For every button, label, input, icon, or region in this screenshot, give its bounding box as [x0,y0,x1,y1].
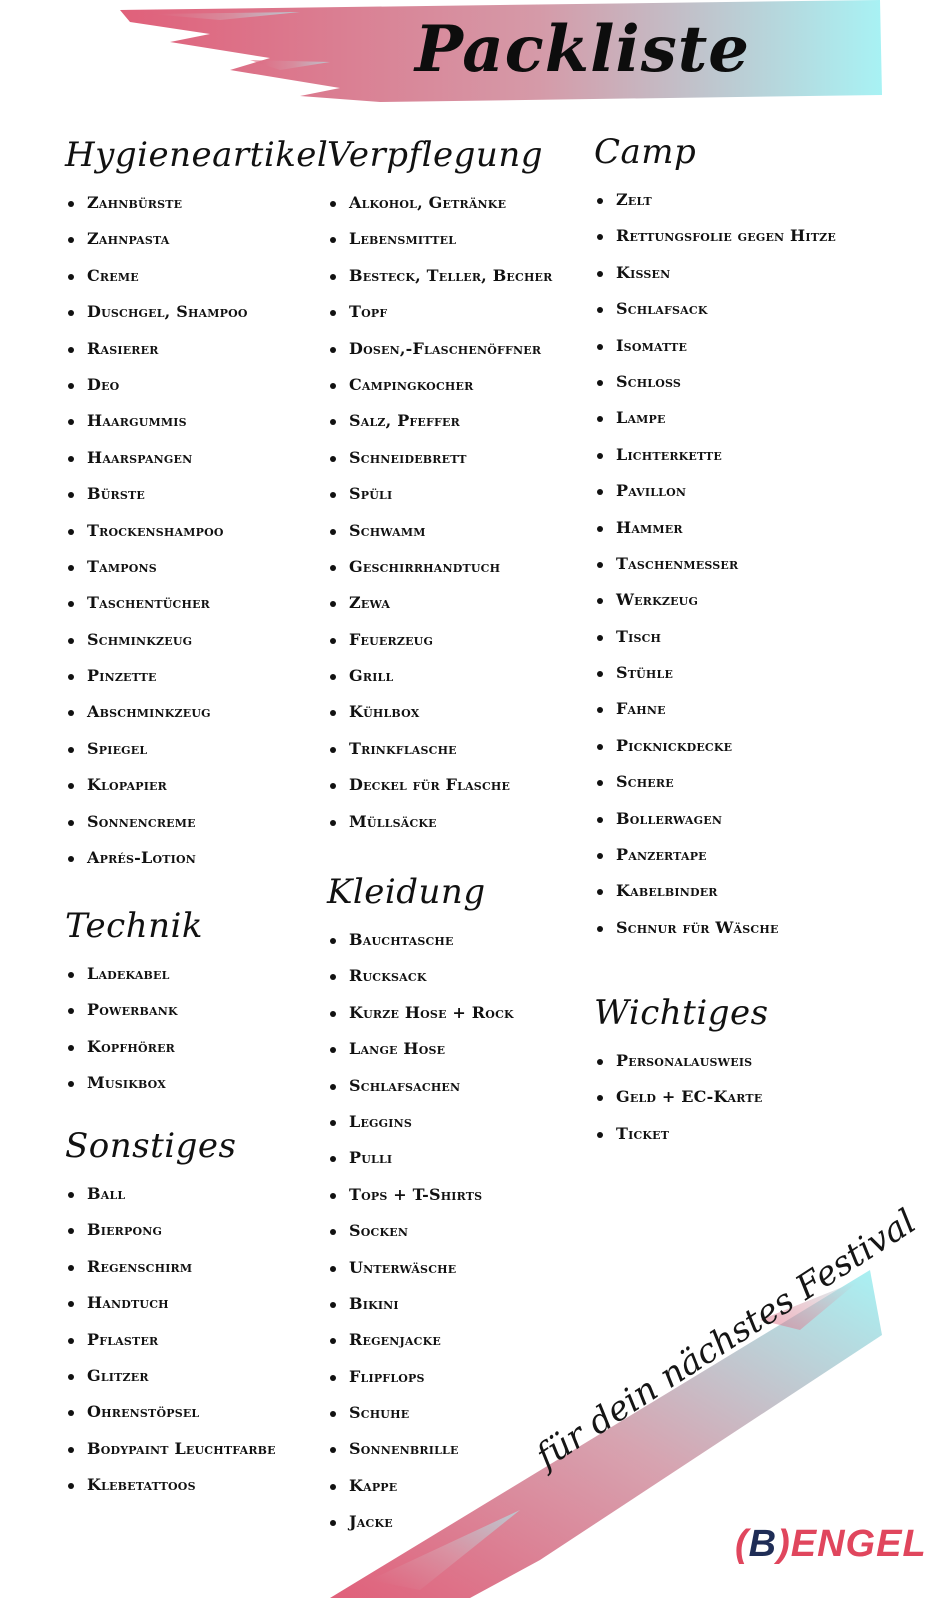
list-item: Abschminkzeug [65,694,328,730]
list-item: Spiegel [65,731,328,767]
list-item: Topf [327,294,553,330]
list-item: Deckel für Flasche [327,767,553,803]
logo-paren-close: ) [777,1523,791,1565]
list-item: Taschentücher [65,585,328,621]
list-item: Bikini [327,1286,514,1322]
list-item: Feuerzeug [327,622,553,658]
list-item: Schminkzeug [65,622,328,658]
list-item: Unterwäsche [327,1250,514,1286]
list-item: Ticket [594,1116,769,1152]
list-item: Tisch [594,619,836,655]
list-item: Schloss [594,364,836,400]
list-item: Pinzette [65,658,328,694]
list-item: Handtuch [65,1285,276,1321]
list-item: Fahne [594,691,836,727]
list-item: Aprés-Lotion [65,840,328,876]
section-hygieneartikel [65,135,328,876]
list-item: Campingkocher [327,367,553,403]
section-heading: Sonstiges [65,1126,237,1166]
section-heading: Hygieneartikel [65,135,329,175]
list-item: Flipflops [327,1359,514,1395]
list-item: Socken [327,1213,514,1249]
list-item: Besteck, Teller, Becher [327,258,553,294]
list-item: Werkzeug [594,582,836,618]
list-item: Kühlbox [327,694,553,730]
list-item: Alkohol, Getränke [327,185,553,221]
list-item: Trockenshampoo [65,513,328,549]
list-item: Picknickdecke [594,728,836,764]
list-item: Rettungsfolie gegen Hitze [594,218,836,254]
item-list [65,1176,276,1504]
list-item: Schuhe [327,1395,514,1431]
list-item: Lichterkette [594,437,836,473]
list-item: Zewa [327,585,553,621]
list-item: Schlafsack [594,291,836,327]
list-item: Geld + EC-Karte [594,1079,769,1115]
list-item: Zahnbürste [65,185,328,221]
list-item: Haarspangen [65,440,328,476]
list-item: Regenjacke [327,1322,514,1358]
item-list [327,922,514,1541]
logo-paren-open: ( [735,1523,749,1565]
section-heading: Verpflegung [327,135,543,175]
list-item: Spüli [327,476,553,512]
list-item: Rucksack [327,958,514,994]
list-item: Zelt [594,182,836,218]
list-item: Schnur für Wäsche [594,910,836,946]
list-item: Panzertape [594,837,836,873]
list-item: Regenschirm [65,1249,276,1285]
section-heading: Camp [594,132,697,172]
list-item: Ohrenstöpsel [65,1394,276,1430]
item-list [594,1043,769,1152]
list-item: Lange Hose [327,1031,514,1067]
list-item: Bierpong [65,1212,276,1248]
section-kleidung [327,872,514,1541]
list-item: Sonnencreme [65,804,328,840]
list-item: Tops + T-Shirts [327,1177,514,1213]
list-item: Kabelbinder [594,873,836,909]
list-item: Schlafsachen [327,1068,514,1104]
list-item: Ladekabel [65,956,203,992]
list-item: Grill [327,658,553,694]
bengel-logo [735,1523,927,1566]
list-item: Deo [65,367,328,403]
list-item: Kopfhörer [65,1029,203,1065]
logo-engel: ENGEL [790,1523,927,1565]
list-item: Rasierer [65,331,328,367]
list-item: Haargummis [65,403,328,439]
item-list [65,956,203,1102]
list-item: Pflaster [65,1322,276,1358]
list-item: Schere [594,764,836,800]
list-item: Taschenmesser [594,546,836,582]
item-list [327,185,553,840]
item-list [594,182,836,946]
logo-letter-b: B [748,1523,778,1565]
list-item: Isomatte [594,328,836,364]
list-item: Bodypaint Leuchtfarbe [65,1431,276,1467]
list-item: Klebetattoos [65,1467,276,1503]
section-technik [65,906,203,1102]
festival-slogan: für dein nächstes Festival [529,1201,924,1477]
section-verpflegung [327,135,553,840]
section-heading: Technik [65,906,203,946]
section-heading: Wichtiges [594,993,769,1033]
list-item: Schwamm [327,513,553,549]
page-title: Packliste [414,12,750,87]
list-item: Kissen [594,255,836,291]
list-item: Sonnenbrille [327,1431,514,1467]
list-item: Pavillon [594,473,836,509]
list-item: Pulli [327,1140,514,1176]
list-item: Lebensmittel [327,221,553,257]
section-heading: Kleidung [327,872,486,912]
item-list [65,185,328,876]
list-item: Jacke [327,1504,514,1540]
list-item: Hammer [594,510,836,546]
list-item: Tampons [65,549,328,585]
list-item: Müllsäcke [327,804,553,840]
list-item: Ball [65,1176,276,1212]
list-item: Dosen,-Flaschenöffner [327,331,553,367]
list-item: Lampe [594,400,836,436]
list-item: Glitzer [65,1358,276,1394]
list-item: Kappe [327,1468,514,1504]
list-item: Leggins [327,1104,514,1140]
section-sonstiges [65,1126,276,1504]
list-item: Duschgel, Shampoo [65,294,328,330]
list-item: Musikbox [65,1065,203,1101]
list-item: Schneidebrett [327,440,553,476]
list-item: Bauchtasche [327,922,514,958]
list-item: Powerbank [65,992,203,1028]
list-item: Bollerwagen [594,801,836,837]
list-item: Creme [65,258,328,294]
list-item: Personalausweis [594,1043,769,1079]
list-item: Stühle [594,655,836,691]
list-item: Kurze Hose + Rock [327,995,514,1031]
list-item: Klopapier [65,767,328,803]
list-item: Trinkflasche [327,731,553,767]
list-item: Zahnpasta [65,221,328,257]
list-item: Bürste [65,476,328,512]
list-item: Salz, Pfeffer [327,403,553,439]
section-wichtiges [594,993,769,1152]
list-item: Geschirrhandtuch [327,549,553,585]
section-camp [594,132,836,946]
